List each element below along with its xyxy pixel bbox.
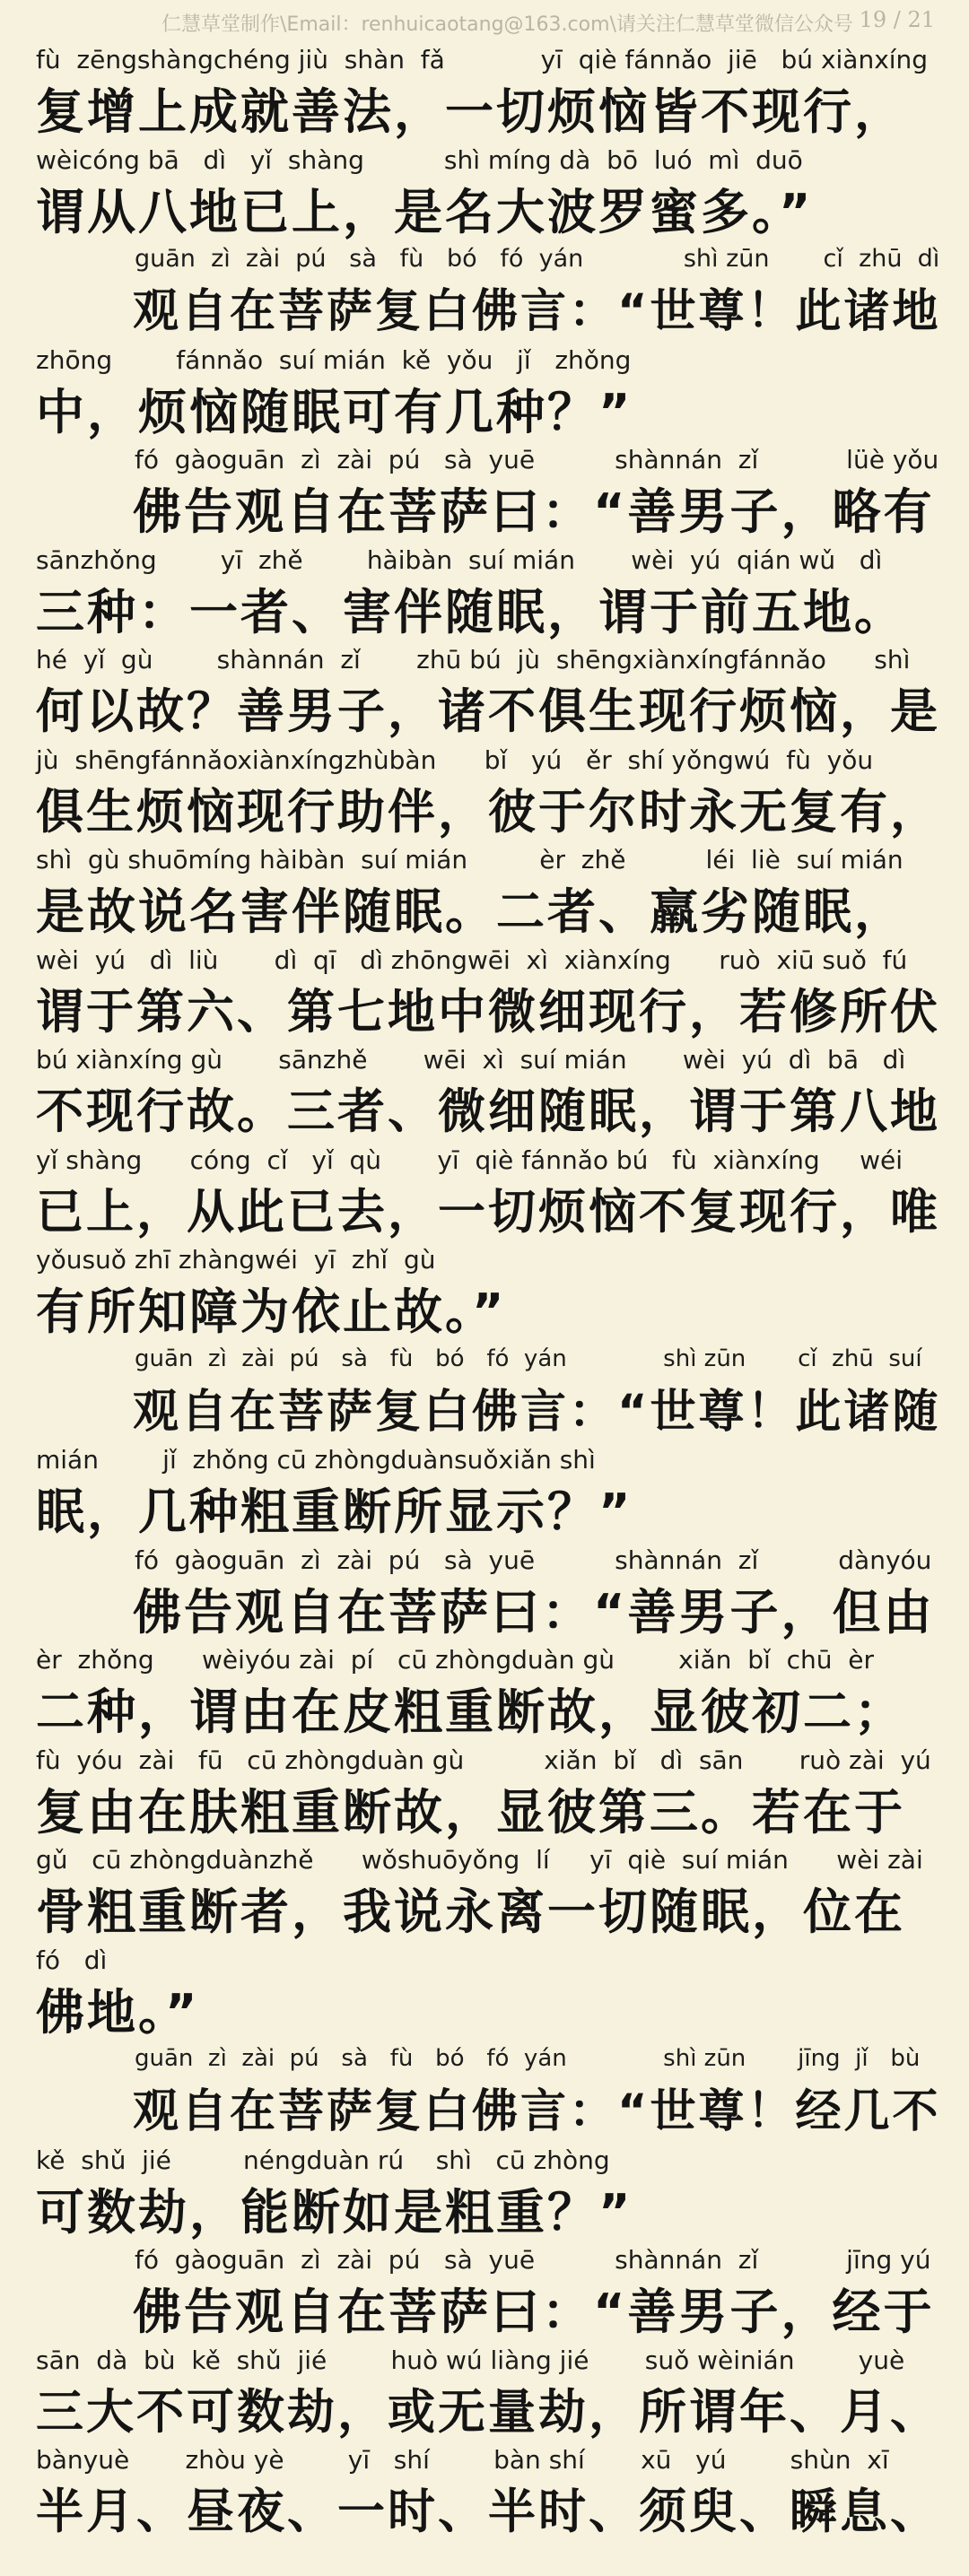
text-line	[0, 2440, 969, 2540]
page-header	[0, 0, 969, 39]
chinese-text: 观自在菩萨复白佛言：“世尊！经几不	[133, 2085, 941, 2138]
pinyin-annotation: wèicóng bā dì yǐ shàng shì míng dà bō luó mì duō	[36, 144, 803, 175]
pinyin-annotation: sān dà bù kě shǔ jié huò wú liàng jié suǒ wèinián yuè	[36, 2345, 905, 2375]
pinyin-annotation: fù zēngshàngchéng jiù shàn fǎ yī qiè fánnǎo jiē bú xiànxíng	[36, 45, 929, 74]
text-line	[0, 1440, 969, 1540]
pinyin-annotation: fó dì	[36, 1945, 108, 1975]
text-line	[0, 1840, 969, 1940]
chinese-text: 谓于第六、第七地中微细现行，若修所伏	[36, 984, 940, 1040]
text-line	[0, 1240, 969, 1340]
text-line	[0, 2340, 969, 2441]
chinese-text: 佛告观自在菩萨曰：“善男子，但由	[133, 1583, 935, 1640]
text-line	[0, 1540, 969, 1640]
pinyin-annotation: sānzhǒng yī zhě hàibàn suí mián wèi yú qián wǔ dì	[36, 544, 883, 575]
chinese-text: 骨粗重断者，我说永离一切随眠，位在	[36, 1884, 905, 1940]
pinyin-annotation: fó gàoguān zì zài pú sà yuē shànnán zǐ lüè yǒu	[135, 445, 939, 474]
chinese-text: 已上，从此已去，一切烦恼不复现行，唯	[36, 1184, 940, 1240]
chinese-text: 不现行故。三者、微细随眠，谓于第八地	[36, 1084, 940, 1139]
page-indicator: 19 / 21	[859, 7, 935, 32]
pinyin-annotation: yǐ shàng cóng cǐ yǐ qù yī qiè fánnǎo bú fù xiànxíng wéi	[36, 1144, 904, 1175]
pinyin-annotation: shì gù shuōmíng hàibàn suí mián èr zhě léi liè suí mián	[36, 845, 904, 875]
text-line	[0, 1340, 969, 1440]
chinese-text: 三种：一者、害伴随眠，谓于前五地。	[36, 583, 905, 640]
chinese-text: 可数劫，能断如是粗重？”	[36, 2183, 633, 2240]
pinyin-annotation: guān zì zài pú sà fù bó fó yán shì zūn cǐ zhū suí	[135, 1345, 922, 1372]
chinese-text: 二种，谓由在皮粗重断故，显彼初二；	[36, 1684, 905, 1740]
chinese-text: 谓从八地已上，是名大波罗蜜多。”	[36, 183, 814, 239]
text-line	[0, 1940, 969, 2041]
text-line	[0, 840, 969, 940]
text-line	[0, 940, 969, 1040]
pinyin-annotation: zhōng fánnǎo suí mián kě yǒu jǐ zhǒng	[36, 344, 632, 375]
pinyin-annotation: fù yóu zài fū cū zhòngduàn gù xiǎn bǐ dì sān ruò zài yú	[36, 1745, 931, 1775]
chinese-text: 复由在肤粗重断故，显彼第三。若在于	[36, 1783, 905, 1840]
pinyin-annotation: kě shǔ jié néngduàn rú shì cū zhòng	[36, 2145, 610, 2175]
text-line	[0, 1640, 969, 1740]
pinyin-annotation: mián jǐ zhǒng cū zhòngduànsuǒxiǎn shì	[36, 1445, 596, 1475]
text-line	[0, 1140, 969, 1240]
text-line	[0, 740, 969, 840]
chinese-text: 佛地。”	[36, 1983, 200, 2040]
chinese-text: 是故说名害伴随眠。二者、羸劣随眠，	[36, 883, 905, 940]
chinese-text: 三大不可数劫，或无量劫，所谓年、月、	[36, 2384, 940, 2440]
chinese-text: 复增上成就善法，一切烦恼皆不现行，	[36, 83, 905, 140]
text-line	[0, 1040, 969, 1140]
pinyin-annotation: yǒusuǒ zhī zhàngwéi yī zhǐ gù	[36, 1245, 436, 1275]
pinyin-annotation: fó gàoguān zì zài pú sà yuē shànnán zǐ dànyóu	[135, 1545, 932, 1575]
text-line	[0, 39, 969, 140]
pinyin-annotation: jù shēngfánnǎoxiànxíngzhùbàn bǐ yú ěr shí yǒngwú fù yǒu	[36, 744, 874, 775]
text-line	[0, 340, 969, 440]
text-line	[0, 1740, 969, 1841]
chinese-text: 佛告观自在菩萨曰：“善男子，略有	[133, 483, 935, 540]
text-line	[0, 2240, 969, 2340]
text-line	[0, 140, 969, 240]
text-line	[0, 2140, 969, 2241]
pinyin-annotation: guān zì zài pú sà fù bó fó yán shì zūn jīng jǐ bù	[135, 2045, 921, 2072]
pinyin-annotation: guān zì zài pú sà fù bó fó yán shì zūn cǐ zhū dì	[135, 245, 940, 273]
chinese-text: 佛告观自在菩萨曰：“善男子，经于	[133, 2284, 935, 2340]
text-line	[0, 640, 969, 740]
chinese-text: 眠，几种粗重断所显示？”	[36, 1484, 633, 1540]
pinyin-annotation: bú xiànxíng gù sānzhě wēi xì suí mián wèi yú dì bā dì	[36, 1045, 906, 1075]
pinyin-annotation: fó gàoguān zì zài pú sà yuē shànnán zǐ jīng yú	[135, 2245, 931, 2275]
chinese-text: 观自在菩萨复白佛言：“世尊！此诸地	[133, 285, 941, 338]
text-line	[0, 540, 969, 640]
pinyin-annotation: gǔ cū zhòngduànzhě wǒshuōyǒng lí yī qiè suí mián wèi zài	[36, 1845, 923, 1875]
pinyin-annotation: bànyuè zhòu yè yī shí bàn shí xū yú shùn xī	[36, 2445, 889, 2475]
chinese-text: 俱生烦恼现行助伴，彼于尔时永无复有，	[36, 784, 940, 840]
pinyin-annotation: hé yǐ gù shànnán zǐ zhū bú jù shēngxiànxíngfánnǎo shì	[36, 645, 911, 674]
pinyin-annotation: èr zhǒng wèiyóu zài pí cū zhòngduàn gù xiǎn bǐ chū èr	[36, 1645, 874, 1675]
pinyin-annotation: wèi yú dì liù dì qī dì zhōngwēi xì xiànxíng ruò xiū suǒ fú	[36, 944, 908, 975]
text-line	[0, 439, 969, 540]
chinese-text: 观自在菩萨复白佛言：“世尊！此诸随	[133, 1385, 941, 1439]
header-source-text: 仁慧草堂制作\Email：renhuicaotang@163.com\请关注仁慧草堂微信公众号	[162, 13, 853, 36]
chinese-text: 何以故？善男子，诸不俱生现行烦恼，是	[36, 684, 940, 739]
chinese-text: 半月、昼夜、一时、半时、须臾、瞬息、	[36, 2485, 940, 2539]
text-line	[0, 239, 969, 340]
chinese-text: 中，烦恼随眠可有几种？”	[36, 383, 633, 439]
text-line	[0, 2040, 969, 2140]
scripture-text-body	[0, 39, 969, 2540]
chinese-text: 有所知障为依止故。”	[36, 1284, 507, 1340]
